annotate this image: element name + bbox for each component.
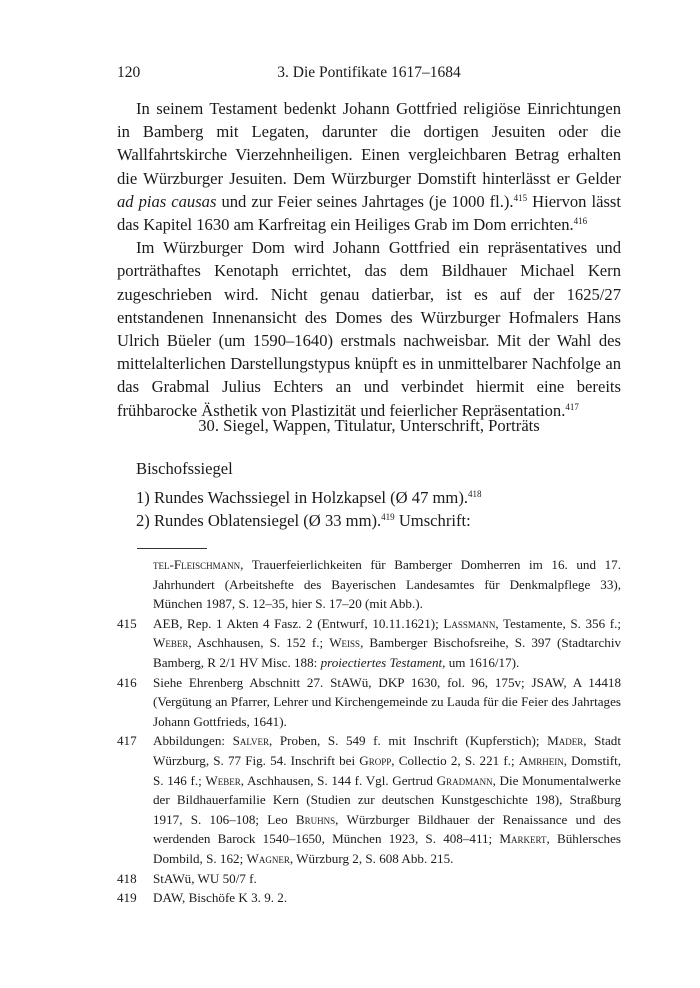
footnote-419	[117, 888, 621, 908]
section-heading: 30. Siegel, Wappen, Titulatur, Unterschrift, Porträts	[198, 416, 540, 435]
footnote-number: 418	[117, 870, 137, 886]
footnote-417	[117, 731, 621, 868]
footnote-ref[interactable]: 419	[381, 512, 395, 523]
footnote-418	[117, 869, 621, 889]
footnote-text: StAWü, WU 50/7 f.	[153, 870, 257, 886]
footnote-ref[interactable]: 415	[513, 192, 528, 203]
footnote-number: 419	[117, 890, 137, 906]
paragraph: Im Würzburger Dom wird Johann Gottfried ein repräsentatives und porträthaftes Kenotaph errichtet, das dem Bildhauer Michael Kern zugeschrieben wird. Nicht genau datierbar, ist es auf der 1625/27 entstandenen Innenansicht des Domes des Würzburger Hofmalers Hans Ulrich Büeler (um 1590–1640) erstmals nachweisbar. Mit der Wahl des mittelalterlichen Darstellungstypus knüpft es in unmittelbarer Nachfolge an das Grabmal Julius Echters an und verbindet hiermit eine bereits frühbarocke Ästhetik von Plastizität und feierlicher Repräsentation.$^{417}$	[117, 238, 621, 420]
seal-list	[136, 486, 482, 532]
footnote-text: DAW, Bischöfe K 3. 9. 2.	[153, 890, 288, 906]
footnote-text: Siehe Ehrenberg Abschnitt 27. StAWü, DKP 1630, fol. 96, 175v; JSAW, A 14418 (Vergütung an Pfarrer, Lehrer und Kirchengemeinde zu Lauda für die Feier des Jahrtages Johann Gottfrieds, 1641).	[153, 674, 621, 729]
footnote-number: 416	[117, 674, 137, 690]
footnote-text: Abbildungen: Salver, Proben, S. 549 f. mit Inschrift (Kupferstich); Mader, Stadt Würzburg, S. 77 Fig. 54. Inschrift bei Gropp, Collectio 2, S. 221 f.; Amrhein, Domstift, S. 146 f.; Weber, Aschhausen, S. 144 f. Vgl. Gertrud Gradmann, Die Monumentalwerke der Bildhauerfamilie Kern (Studien zur deutschen Kunstgeschichte 198), Straßburg 1917, S. 106–108; Leo Bruhns, Würzburger Bildhauer der Renaissance und des werdenden Barock 1540–1650, München 1923, S. 408–411; Markert, Bühlersches Dombild, S. 162; Wagner, Würzburg 2, S. 608 Abb. 215.	[153, 733, 622, 866]
subheading: Bischofssiegel	[136, 459, 233, 478]
footnote-416	[117, 673, 621, 732]
paragraph: In seinem Testament bedenkt Johann Gottfried religiöse Einrichtungen in Bamberg mit Legaten, darunter die dortigen Jesuiten oder die Wallfahrtskirche Vierzehnheiligen. Einen vergleichbaren Betrag erhalten die Würzburger Jesuiten. Dem Würzburger Domstift hinterlässt er Gelder ad pias causas und zur Feier seines Jahrtages (je 1000 fl.).$^{415}$ Hiervon lässt das Kapitel 1630 am Karfreitag ein Heiliges Grab im Dom errichten.$^{416}$	[117, 99, 621, 235]
footnote-rule	[137, 548, 207, 549]
footnotes	[117, 555, 621, 908]
footnote-ref[interactable]: 418	[468, 489, 482, 500]
footnote-ref[interactable]: 417	[565, 401, 579, 412]
list-item: 2) Rundes Oblatensiegel (Ø 33 mm).$^{419}$ Umschrift:	[136, 511, 471, 530]
page-number: 120	[117, 64, 141, 81]
footnote-ref[interactable]: 416	[573, 216, 588, 227]
footnote-text: AEB, Rep. 1 Akten 4 Fasz. 2 (Entwurf, 10.11.1621); Lassmann, Testamente, S. 356 f.; Weber, Aschhausen, S. 152 f.; Weiss, Bamberger Bischofsreihe, S. 397 (Stadtarchiv Bamberg, R 2/1 HV Misc. 188: proiectiertes Testament, um 1616/17).	[153, 615, 621, 670]
footnote-number: 417	[117, 733, 137, 749]
footnote-continuation: tel-Fleischmann, Trauerfeierlichkeiten für Bamberger Domherren im 16. und 17. Jahrhundert (Arbeitshefte des Bayerischen Landesamtes für Denkmalpflege 33), München 1987, S. 12–35, hier S. 17–20 (mit Abb.).	[153, 557, 621, 612]
list-item: 1) Rundes Wachssiegel in Holzkapsel (Ø 47 mm).$^{418}$	[136, 488, 482, 507]
footnote-415	[117, 614, 621, 673]
running-title: 3. Die Pontifikate 1617–1684	[277, 64, 461, 81]
footnote-number: 415	[117, 615, 137, 631]
body-text	[117, 97, 621, 422]
